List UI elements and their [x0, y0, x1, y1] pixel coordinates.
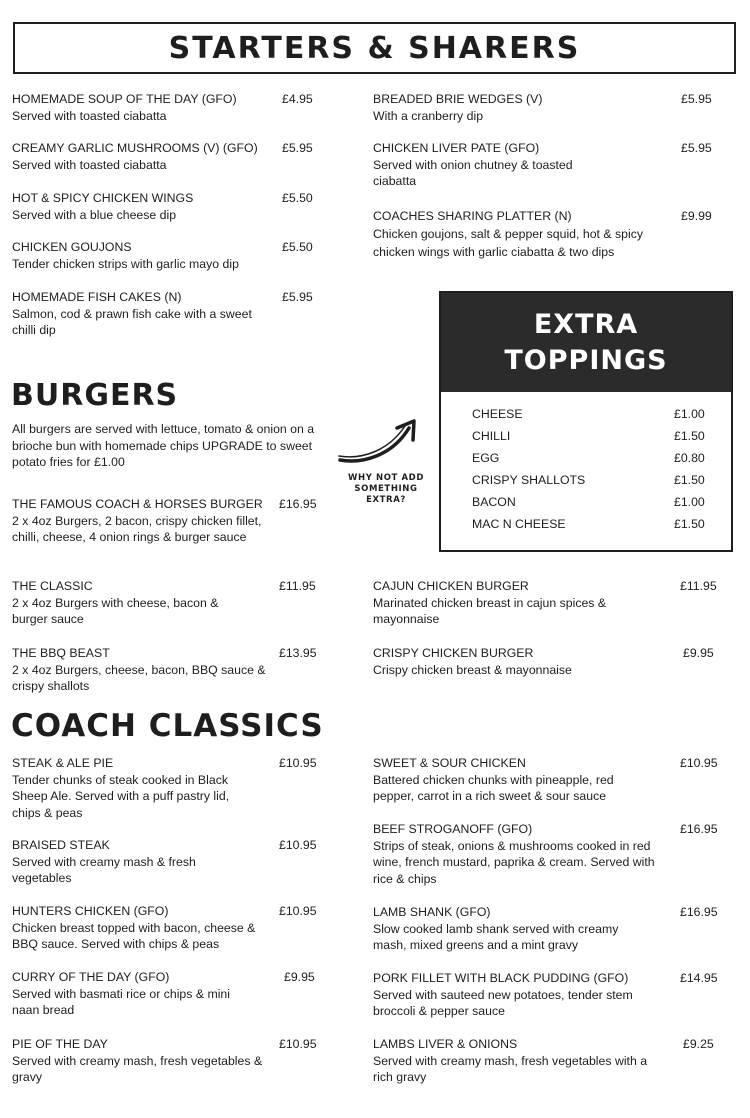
item-name: CRISPY CHICKEN BURGER [373, 646, 534, 660]
item-price: £5.95 [681, 141, 712, 155]
item-price: £5.95 [282, 290, 313, 304]
topping-name: EGG [472, 451, 500, 465]
item-price: £11.95 [680, 579, 717, 593]
topping-row [472, 491, 707, 513]
item-description: Served with a blue cheese dip [12, 207, 177, 222]
menu-item [373, 140, 723, 190]
item-description: 2 x 4oz Burgers with cheese, bacon & burger sauce [12, 595, 219, 626]
item-name: HOMEMADE SOUP OF THE DAY (GFO) [12, 92, 237, 106]
menu-item [373, 207, 723, 261]
topping-name: BACON [472, 495, 516, 509]
burgers-intro: All burgers are served with lettuce, tomato & onion on a brioche bun with homemade chips UPGRADE to sweet potato fries for £1.00 [12, 422, 315, 469]
item-description: Chicken goujons, salt & pepper squid, hot & spicy chicken wings with garlic ciabatta & two dips [373, 227, 644, 259]
item-description: With a cranberry dip [373, 108, 484, 123]
menu-item [12, 289, 342, 339]
menu-item [12, 496, 342, 546]
item-price: £9.25 [683, 1037, 714, 1051]
item-name: CURRY OF THE DAY (GFO) [12, 970, 170, 984]
item-name: COACHES SHARING PLATTER (N) [373, 209, 572, 223]
item-name: THE FAMOUS COACH & HORSES BURGER [12, 497, 263, 511]
toppings-title-line1: EXTRA [533, 308, 639, 340]
menu-item [373, 904, 723, 954]
item-name: CAJUN CHICKEN BURGER [373, 579, 529, 593]
item-name: SWEET & SOUR CHICKEN [373, 756, 526, 770]
menu-item [373, 645, 723, 678]
topping-price: £1.00 [674, 495, 705, 509]
item-price: £10.95 [279, 838, 317, 852]
item-description: Marinated chicken breast in cajun spices & mayonnaise [373, 595, 607, 626]
menu-item [12, 190, 342, 223]
item-name: STEAK & ALE PIE [12, 756, 114, 770]
item-price: £5.50 [282, 240, 313, 254]
menu-item [12, 140, 342, 173]
toppings-title-line2: TOPPINGS [504, 344, 668, 376]
starters-section-title: STARTERS & SHARERS [168, 30, 581, 66]
menu-item [373, 578, 723, 628]
item-price: £16.95 [680, 905, 718, 919]
menu-item [373, 1036, 723, 1086]
topping-row [472, 513, 707, 535]
item-price: £16.95 [279, 497, 317, 511]
item-name: LAMBS LIVER & ONIONS [373, 1037, 518, 1051]
menu-item [373, 91, 723, 124]
topping-name: CRISPY SHALLOTS [472, 473, 586, 487]
item-description: Served with creamy mash & fresh vegetables [12, 854, 196, 885]
item-price: £14.95 [680, 971, 718, 985]
item-description: Crispy chicken breast & mayonnaise [373, 662, 572, 677]
topping-price: £1.50 [674, 429, 705, 443]
curved-arrow-icon [337, 416, 422, 468]
menu-item [12, 903, 342, 953]
item-price: £10.95 [279, 1037, 317, 1051]
item-description: Served with creamy mash, fresh vegetables & gravy [12, 1053, 263, 1084]
item-price: £10.95 [680, 756, 718, 770]
extra-toppings-heading [441, 293, 731, 392]
item-name: BEEF STROGANOFF (GFO) [373, 822, 533, 836]
item-name: THE BBQ BEAST [12, 646, 110, 660]
topping-price: £1.00 [674, 407, 705, 421]
topping-price: £1.50 [674, 473, 705, 487]
item-description: 2 x 4oz Burgers, 2 bacon, crispy chicken fillet, chilli, cheese, 4 onion rings & burger sauce [12, 513, 262, 544]
item-price: £5.95 [681, 92, 712, 106]
menu-item [373, 821, 723, 887]
menu-item [12, 645, 342, 695]
item-description: Served with basmati rice or chips & mini naan bread [12, 986, 231, 1017]
item-name: PIE OF THE DAY [12, 1037, 108, 1051]
item-price: £4.95 [282, 92, 313, 106]
item-description: Tender chunks of steak cooked in Black Sheep Ale. Served with a puff pastry lid, chips & peas [12, 772, 230, 820]
item-price: £9.99 [681, 209, 712, 223]
topping-price: £0.80 [674, 451, 705, 465]
item-description: Served with onion chutney & toasted ciabatta [373, 157, 573, 188]
item-description: Chicken breast topped with bacon, cheese & BBQ sauce. Served with chips & peas [12, 920, 256, 951]
item-description: Served with toasted ciabatta [12, 108, 167, 123]
item-description: Served with toasted ciabatta [12, 157, 167, 172]
topping-row [472, 425, 707, 447]
menu-item [12, 578, 342, 628]
item-price: £11.95 [279, 579, 316, 593]
burgers-section-title: BURGERS [11, 378, 179, 413]
menu-item [12, 837, 342, 887]
item-price: £5.95 [282, 141, 313, 155]
item-name: CREAMY GARLIC MUSHROOMS (V) (GFO) [12, 141, 258, 155]
item-description: Salmon, cod & prawn fish cake with a sweet chilli dip [12, 306, 252, 337]
item-description: 2 x 4oz Burgers, cheese, bacon, BBQ sauce & crispy shallots [12, 662, 266, 693]
item-description: Tender chicken strips with garlic mayo dip [12, 256, 239, 271]
item-description: Served with sauteed new potatoes, tender stem broccoli & pepper sauce [373, 987, 633, 1018]
toppings-list [441, 392, 731, 535]
item-price: £16.95 [680, 822, 718, 836]
topping-name: CHILLI [472, 429, 511, 443]
item-description: Slow cooked lamb shank served with creamy mash, mixed greens and a mint gravy [373, 921, 619, 952]
item-name: THE CLASSIC [12, 579, 93, 593]
item-price: £13.95 [279, 646, 317, 660]
item-price: £5.50 [282, 191, 313, 205]
topping-row [472, 469, 707, 491]
item-name: HOMEMADE FISH CAKES (N) [12, 290, 182, 304]
item-name: HOT & SPICY CHICKEN WINGS [12, 191, 194, 205]
menu-item [373, 755, 723, 805]
item-name: CHICKEN LIVER PATE (GFO) [373, 141, 540, 155]
item-price: £9.95 [284, 970, 315, 984]
item-name: CHICKEN GOUJONS [12, 240, 132, 254]
menu-item [12, 969, 342, 1019]
item-description: Battered chicken chunks with pineapple, red pepper, carrot in a rich sweet & sour sauce [373, 772, 614, 803]
add-extra-prompt: WHY NOT ADD SOMETHING EXTRA? [348, 473, 424, 505]
item-price: £10.95 [279, 904, 317, 918]
item-price: £9.95 [683, 646, 714, 660]
topping-row [472, 447, 707, 469]
topping-name: CHEESE [472, 407, 523, 421]
menu-item [12, 755, 342, 821]
item-description: Served with creamy mash, fresh vegetables with a rich gravy [373, 1053, 648, 1084]
item-name: PORK FILLET WITH BLACK PUDDING (GFO) [373, 971, 629, 985]
item-name: LAMB SHANK (GFO) [373, 905, 491, 919]
item-name: BRAISED STEAK [12, 838, 110, 852]
menu-item [12, 239, 342, 272]
coach-classics-section-title: COACH CLASSICS [11, 708, 324, 744]
starters-title-box [13, 22, 736, 74]
extra-toppings-box [439, 291, 733, 552]
topping-name: MAC N CHEESE [472, 517, 566, 531]
item-name: HUNTERS CHICKEN (GFO) [12, 904, 169, 918]
menu-item [12, 91, 342, 124]
menu-item [373, 970, 723, 1020]
topping-row [472, 403, 707, 425]
item-price: £10.95 [279, 756, 317, 770]
topping-price: £1.50 [674, 517, 705, 531]
item-name: BREADED BRIE WEDGES (V) [373, 92, 543, 106]
item-description: Strips of steak, onions & mushrooms cooked in red wine, french mustard, paprika & cream. Served with rice & chips [373, 838, 655, 886]
menu-item [12, 1036, 342, 1086]
